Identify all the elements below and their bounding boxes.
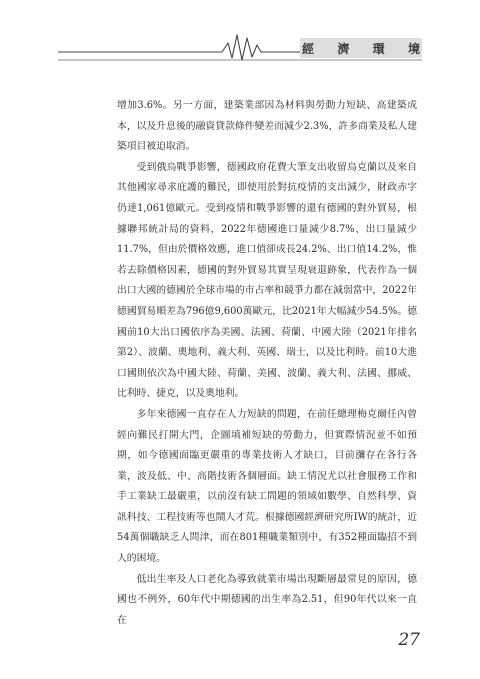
article-body [117,96,417,631]
paragraph: 增加3.6%。另一方面，建築業部因為材料與勞動力短缺、高建築成本，以及升息後的融資貸款條件變差而減少2.3%，許多商業及私人建築項目被迫取消。 [117,100,417,153]
section-title-char: 境 [407,41,420,56]
heartbeat-line-icon [0,0,480,70]
section-title-char: 經 [302,41,315,56]
paragraph: 低出生率及人口老化為導致就業市場出現斷層最常見的原因，德國也不例外，60年代中期德國的出生率為2.51，但90年代以來一直在 [117,573,417,626]
section-title-char: 環 [372,41,385,56]
section-title [302,40,420,56]
page-header [0,0,480,70]
paragraph: 多年來德國一直存在人力短缺的問題，在前任總理梅克爾任內曾經向難民打開大門，企圖填補短缺的勞動力，但實際情況並不如預期，如今德國面臨更嚴重的專業技術人才缺口，目前瀰存在各行各業，波及低、中、高階技術各個層面。缺工情況尤以社會服務工作和手工業缺工最嚴重，以前沒有缺工問題的領域如數學、自然科學、資訊科技、工程技術等也鬧人才荒。根據德國經濟研究所IW的統計，近54萬個職缺乏人問津，而在801種職業類別中，有352種面臨招不到人的困境。 [117,408,417,565]
paragraph: 受到俄烏戰爭影響，德國政府花費大筆支出收留烏克蘭以及來自其他國家尋求庇護的難民，即使用於對抗疫情的支出減少，財政赤字仍達1,061億歐元。受到疫情和戰爭影響的還有德國的對外貿易，根據聯邦統計局的資料，2022年德國進口量減少8.7%、出口量減少11.7%，但由於價格效應，進口值卻成長24.2%、出口值14.2%，惟若去除價格因素，德國的對外貿易其實呈現衰退跡象，代表作為一個出口大國的德國於全球市場的市占率和競爭力都在減弱當中，2022年德國貿易順差為796億9,600萬歐元，比2021年大幅減少54.5%。德國前10大出口國依序為美國、法國、荷蘭、中國大陸（2021年排名第2）、波蘭、奧地利、義大利、英國、瑞士，以及比利時。前10大進口國則依次為中國大陸、荷蘭、美國、波蘭、義大利、法國、挪威、比利時、捷克，以及奧地利。 [117,161,417,400]
section-title-char: 濟 [337,41,350,56]
page-number: 27 [398,630,420,650]
